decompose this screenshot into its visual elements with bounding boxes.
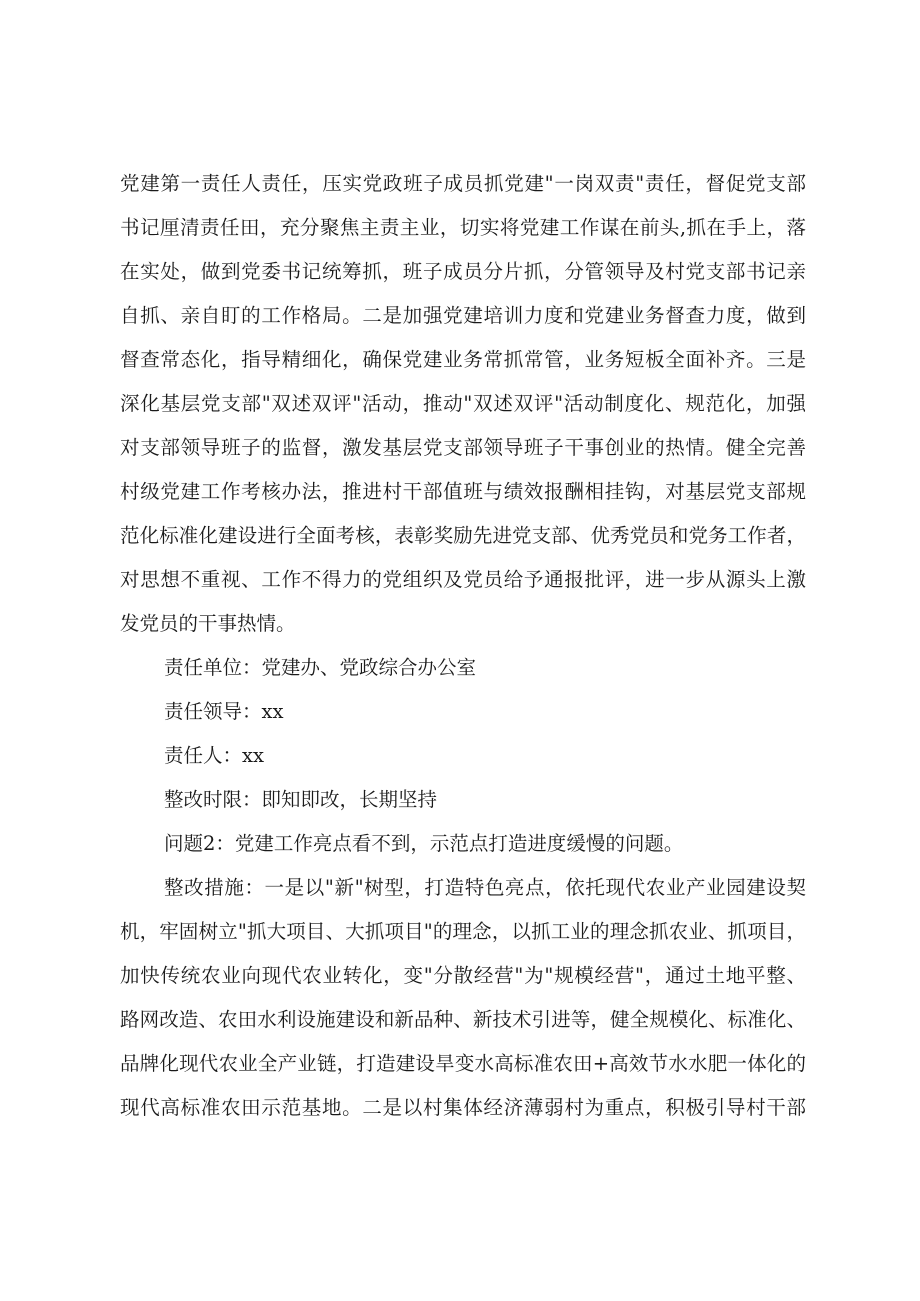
paragraph-1-line: 对支部领导班子的监督，激发基层党支部领导班子干事创业的热情。健全完善 [120, 436, 806, 459]
paragraph-2-line: 整改措施：一是以"新"树型，打造特色亮点，依托现代农业产业园建设契 [164, 876, 806, 899]
paragraph-1-line: 在实处，做到党委书记统筹抓，班子成员分片抓，分管领导及村党支部书记亲 [120, 260, 806, 283]
paragraph-1-line: 村级党建工作考核办法，推进村干部值班与绩效报酬相挂钩，对基层党支部规 [120, 480, 806, 503]
problem-heading: 问题2：党建工作亮点看不到，示范点打造进度缓慢的问题。 [164, 832, 684, 855]
paragraph-1-line: 书记厘清责任田，充分聚焦主责主业，切实将党建工作谋在前头,抓在手上，落 [120, 216, 806, 239]
paragraph-1-line: 范化标准化建设进行全面考核，表彰奖励先进党支部、优秀党员和党务工作者， [120, 524, 806, 547]
paragraph-2-line: 机，牢固树立"抓大项目、大抓项目"的理念，以抓工业的理念抓农业、抓项目， [120, 920, 806, 943]
paragraph-1-line: 自抓、亲自盯的工作格局。二是加强党建培训力度和党建业务督查力度，做到 [120, 304, 806, 327]
paragraph-2-line: 品牌化现代农业全产业链，打造建设旱变水高标准农田+高效节水水肥一体化的 [120, 1052, 806, 1075]
responsible-leader: 责任领导：xx [164, 700, 284, 723]
paragraph-1-line: 党建第一责任人责任，压实党政班子成员抓党建"一岗双责"责任，督促党支部 [120, 172, 806, 195]
paragraph-1-line: 督查常态化，指导精细化，确保党建业务常抓常管，业务短板全面补齐。三是 [120, 348, 806, 371]
responsible-person: 责任人：xx [164, 744, 264, 767]
paragraph-1-line: 发党员的干事热情。 [120, 612, 296, 635]
paragraph-1-line: 深化基层党支部"双述双评"活动，推动"双述双评"活动制度化、规范化，加强 [120, 392, 806, 415]
responsible-unit: 责任单位：党建办、党政综合办公室 [164, 656, 477, 679]
paragraph-2-line: 路网改造、农田水利设施建设和新品种、新技术引进等，健全规模化、标准化、 [120, 1008, 806, 1031]
paragraph-2-line: 现代高标准农田示范基地。二是以村集体经济薄弱村为重点，积极引导村干部 [120, 1096, 806, 1119]
rectification-deadline: 整改时限：即知即改，长期坚持 [164, 788, 438, 811]
paragraph-2-line: 加快传统农业向现代农业转化，变"分散经营"为"规模经营"，通过土地平整、 [120, 964, 806, 987]
document-body [120, 162, 820, 1130]
paragraph-1-line: 对思想不重视、工作不得力的党组织及党员给予通报批评，进一步从源头上激 [120, 568, 806, 591]
